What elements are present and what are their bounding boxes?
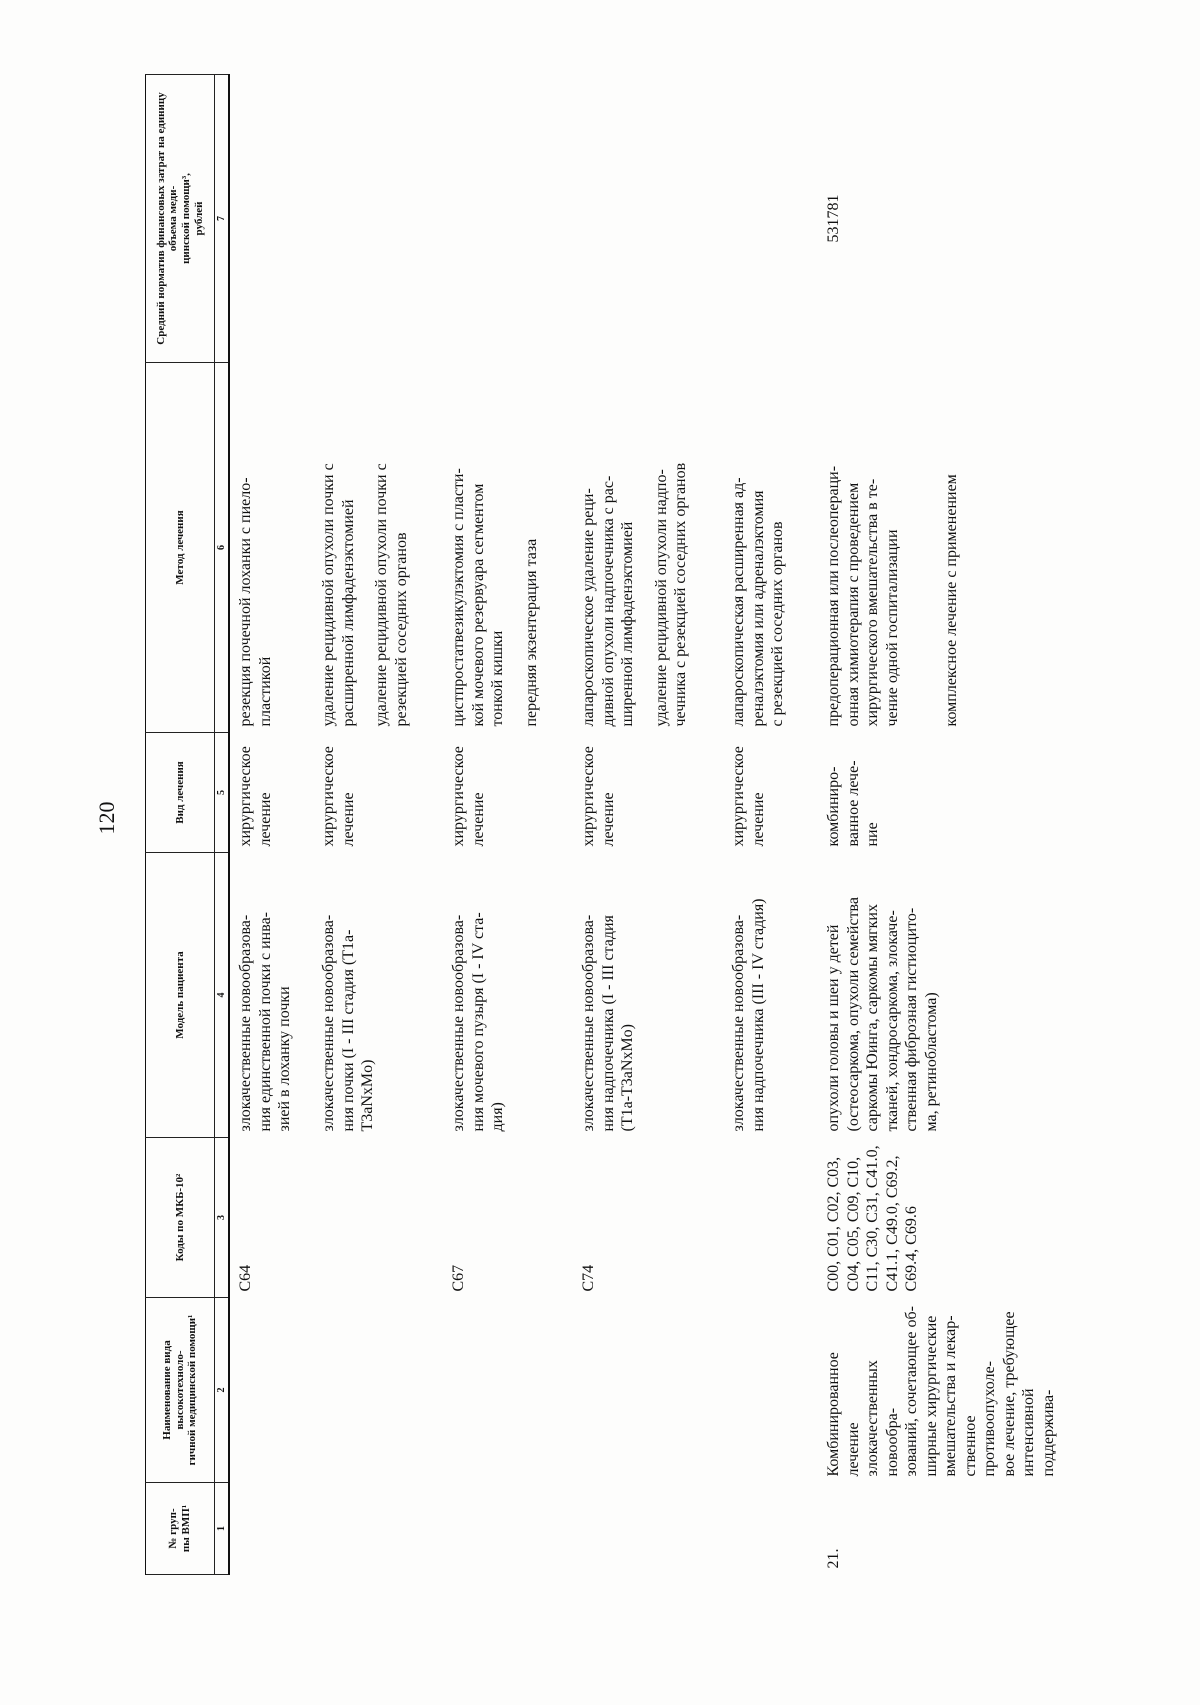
column-number: 3 [215, 1138, 230, 1298]
icd-code-cell: C74 [580, 1264, 597, 1292]
column-number: 7 [215, 75, 230, 363]
table-row [818, 75, 1058, 1575]
column-number: 2 [215, 1298, 230, 1483]
icd-code-cell: C64 [237, 1264, 254, 1292]
treatment-method-cell [443, 363, 573, 733]
table-row [443, 75, 573, 1575]
treatment-method-text: лапароскопическое удаление реци- дивной опухоли надпочечника с рас- ширенной лимфаденэктомией [580, 475, 637, 727]
treatment-method-cell [818, 363, 1058, 733]
header-icd-codes: Коды по МКБ-10² [146, 1138, 215, 1298]
column-number: 6 [215, 363, 230, 733]
treatment-method-text: удаление рецидивной опухоли почки с резекцией соседних органов [373, 463, 410, 727]
header-patient-model: Модель пациента [146, 853, 215, 1138]
group-number-cell: 21. [825, 1548, 842, 1569]
treatment-method-cell [313, 363, 443, 733]
header-row [146, 75, 215, 1575]
vmp-table [145, 74, 1058, 1575]
treatment-method-text: передняя экзентерация таза [522, 538, 540, 727]
group-number-cell [313, 1483, 443, 1575]
treatment-method-text: удаление рецидивной опухоли надпо- чечника с резекцией соседних органов [652, 462, 690, 727]
group-number-cell [723, 1483, 818, 1575]
treatment-type-cell: хирургическое лечение [580, 746, 617, 847]
average-cost-cell [573, 75, 723, 363]
treatment-method-cell [723, 363, 818, 733]
column-number-row [215, 75, 230, 1575]
average-cost-cell: 531781 [825, 194, 842, 243]
header-treatment-type: Вид лечения [146, 733, 215, 853]
vmp-name-cell [573, 1298, 723, 1483]
patient-model-cell: злокачественные новообразова- ния единственной почки с инва- зией в лоханку почки [237, 911, 294, 1132]
icd-code-cell [313, 1138, 443, 1298]
patient-model-cell: опухоли головы и шеи у детей (остеосаркома, опухоли семейства саркомы Юинга, саркомы мягких тканей, хондросаркома, злокаче- ственная фиброзная гистиоцито- ма, ретинобластома) [825, 896, 940, 1132]
vmp-name-cell: Комбинированное лечение злокачественных новообра- зований, сочетающее об- ширные хирургические вмешательства и лекар- ственное противоопухоле- вое лечение, требующее интенсивной поддержива- [825, 1306, 1057, 1477]
patient-model-cell: злокачественные новообразова- ния надпочечника (III - IV стадия) [730, 898, 767, 1132]
treatment-method-text: предоперационная или послеопераци- онная химиотерапия с проведением хирургического вмешательства в те- чение одной госпитализации [825, 465, 901, 727]
header-average-cost: Средний норматив финансовых затрат на единицу объема меди- цинской помощи³, рублей [146, 75, 215, 363]
column-number: 4 [215, 853, 230, 1138]
average-cost-cell [229, 75, 313, 363]
table-row [229, 75, 313, 1575]
average-cost-cell [443, 75, 573, 363]
treatment-method-text: комплексное лечение с применением [943, 474, 961, 727]
treatment-method-cell [229, 363, 313, 733]
vmp-name-cell [723, 1298, 818, 1483]
treatment-type-cell: хирургическое лечение [237, 746, 274, 847]
column-number: 5 [215, 733, 230, 853]
icd-code-cell: C00, C01, C02, C03, C04, C05, C09, C10, C11, C30, C31, C41.0, C41.1, C49.0, C69.2, C69.4, C69.6 [825, 1145, 921, 1292]
treatment-method-text: лапароскопическая расширенная ад- реналэктомия или адреналэктомия с резекцией соседних органов [730, 477, 787, 727]
table-row [573, 75, 723, 1575]
group-number-cell [573, 1483, 723, 1575]
patient-model-cell: злокачественные новообразова- ния надпочечника (I - III стадия (T1a-T3aNxMo) [580, 914, 637, 1132]
average-cost-cell [723, 75, 818, 363]
group-number-cell [229, 1483, 313, 1575]
header-treatment-method: Метод лечения [146, 363, 215, 733]
table-row [723, 75, 818, 1575]
vmp-name-cell [443, 1298, 573, 1483]
rotated-table-sheet [145, 75, 1057, 1575]
treatment-type-cell: хирургическое лечение [320, 746, 357, 847]
patient-model-cell: злокачественные новообразова- ния мочевого пузыря (I - IV ста- дия) [450, 912, 507, 1132]
group-number-cell [443, 1483, 573, 1575]
treatment-type-cell: хирургическое лечение [450, 746, 487, 847]
vmp-name-cell [229, 1298, 313, 1483]
treatment-method-cell [573, 363, 723, 733]
table-row [313, 75, 443, 1575]
vmp-name-cell [313, 1298, 443, 1483]
header-group-number: № груп- пы ВМП¹ [146, 1483, 215, 1575]
treatment-method-text: цистпростатвезикулэктомия с пласти- кой мочевого резервуара сегментом тонкой кишки [450, 468, 507, 727]
treatment-type-cell: хирургическое лечение [730, 746, 767, 847]
treatment-method-text: удаление рецидивной опухоли почки с расширенной лимфаденэктомией [320, 463, 357, 727]
header-vmp-name: Наименование вида высокотехноло- гичной медицинской помощи¹ [146, 1298, 215, 1483]
average-cost-cell [313, 75, 443, 363]
treatment-method-text: резекция почечной лоханки с пиело- пластикой [237, 477, 274, 727]
icd-code-cell [723, 1138, 818, 1298]
icd-code-cell: C67 [450, 1264, 467, 1292]
patient-model-cell: злокачественные новообразова- ния почки (I - III стадия (T1a- T3aNxMo) [320, 914, 377, 1132]
treatment-type-cell: комбиниро- ванное лече- ние [825, 760, 882, 847]
page-number: 120 [94, 801, 119, 835]
column-number: 1 [215, 1483, 230, 1575]
